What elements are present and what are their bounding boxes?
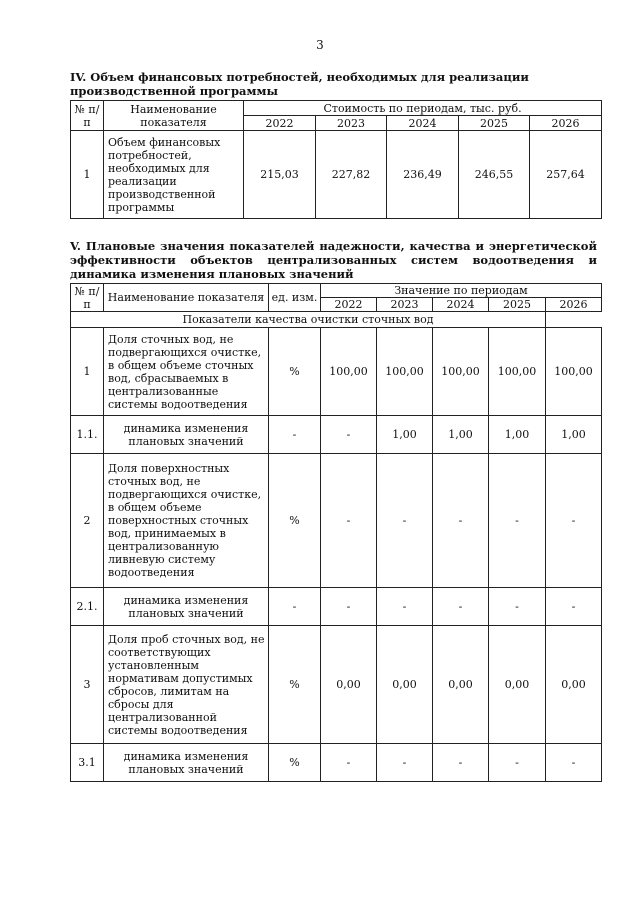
year-header: 2022 <box>244 116 316 131</box>
row-name: динамика изменения плановых значений <box>104 744 269 782</box>
row-unit: - <box>269 588 321 626</box>
quality-indicators-table <box>70 283 602 782</box>
row-num: 3.1 <box>71 744 104 782</box>
row-value: - <box>377 588 433 626</box>
row-value: 0,00 <box>546 626 602 744</box>
row-unit: % <box>269 328 321 416</box>
row-unit: % <box>269 454 321 588</box>
row-value: - <box>377 744 433 782</box>
num-header: № п/п <box>71 284 104 312</box>
table-row <box>71 744 602 782</box>
row-unit: % <box>269 744 321 782</box>
year-header: 2024 <box>433 298 489 312</box>
year-header: 2023 <box>377 298 433 312</box>
table-row <box>71 588 602 626</box>
name-header: Наименование показателя <box>104 284 269 312</box>
row-value: 100,00 <box>377 328 433 416</box>
row-value: - <box>321 454 377 588</box>
year-header: 2025 <box>459 116 530 131</box>
row-value: 100,00 <box>489 328 546 416</box>
row-value: 1,00 <box>433 416 489 454</box>
year-header: 2023 <box>316 116 387 131</box>
row-unit: - <box>269 416 321 454</box>
row-value: - <box>321 588 377 626</box>
cost-header: Стоимость по периодам, тыс. руб. <box>244 101 602 116</box>
row-value: 0,00 <box>321 626 377 744</box>
year-header: 2026 <box>546 298 602 312</box>
table-row <box>71 416 602 454</box>
row-name: Доля поверхностных сточных вод, не подвергающихся очистке, в общем объеме поверхностных сточных вод, принимаемых в централизованную ливневую систему водоотведения <box>104 454 269 588</box>
group-title: Показатели качества очистки сточных вод <box>71 312 546 328</box>
row-value: 1,00 <box>489 416 546 454</box>
row-value: - <box>433 588 489 626</box>
row-value: - <box>546 744 602 782</box>
row-value: 236,49 <box>387 131 459 219</box>
row-name: Доля сточных вод, не подвергающихся очистке, в общем объеме сточных вод, сбрасываемых в централизованные системы водоотведения <box>104 328 269 416</box>
row-value: - <box>377 454 433 588</box>
section4-title: IV. Объем финансовых потребностей, необходимых для реализации производственной программы <box>70 70 529 98</box>
row-value: 1,00 <box>377 416 433 454</box>
row-value: - <box>433 744 489 782</box>
row-value: 100,00 <box>321 328 377 416</box>
row-value: 227,82 <box>316 131 387 219</box>
section5-title: V. Плановые значения показателей надежности, качества и энергетической эффективности объектов централизованных систем водоотведения и динамика изменения плановых значений <box>70 239 597 281</box>
row-value: 0,00 <box>489 626 546 744</box>
row-num: 1 <box>71 328 104 416</box>
row-name: динамика изменения плановых значений <box>104 416 269 454</box>
table-row <box>71 328 602 416</box>
row-value: 215,03 <box>244 131 316 219</box>
row-value: 0,00 <box>433 626 489 744</box>
row-value: - <box>321 744 377 782</box>
row-value: 246,55 <box>459 131 530 219</box>
row-value: - <box>433 454 489 588</box>
row-num: 2 <box>71 454 104 588</box>
row-num: 2.1. <box>71 588 104 626</box>
row-value: 1,00 <box>546 416 602 454</box>
year-header: 2022 <box>321 298 377 312</box>
row-num: 3 <box>71 626 104 744</box>
row-value: - <box>546 588 602 626</box>
row-num: 1.1. <box>71 416 104 454</box>
row-name: Объем финансовых потребностей, необходимых для реализации производственной программы <box>104 131 244 219</box>
row-value: - <box>489 454 546 588</box>
table-row <box>71 626 602 744</box>
row-value: 257,64 <box>530 131 602 219</box>
row-value: - <box>489 744 546 782</box>
year-header: 2026 <box>530 116 602 131</box>
year-header: 2025 <box>489 298 546 312</box>
row-value: - <box>546 454 602 588</box>
row-num: 1 <box>71 131 104 219</box>
row-unit: % <box>269 626 321 744</box>
row-value: 0,00 <box>377 626 433 744</box>
financial-needs-table <box>70 100 602 219</box>
page-number: 3 <box>316 38 324 52</box>
row-value: - <box>321 416 377 454</box>
row-value: 100,00 <box>546 328 602 416</box>
row-value: 100,00 <box>433 328 489 416</box>
row-name: динамика изменения плановых значений <box>104 588 269 626</box>
row-value: - <box>489 588 546 626</box>
table-row <box>71 454 602 588</box>
period-header: Значение по периодам <box>321 284 602 298</box>
num-header: № п/п <box>71 101 104 131</box>
year-header: 2024 <box>387 116 459 131</box>
name-header: Наименование показателя <box>104 101 244 131</box>
row-name: Доля проб сточных вод, не соответствующих установленным нормативам допустимых сбросов, лимитам на сбросы для централизованной системы водоотведения <box>104 626 269 744</box>
unit-header: ед. изм. <box>269 284 321 312</box>
table-row <box>71 131 602 219</box>
